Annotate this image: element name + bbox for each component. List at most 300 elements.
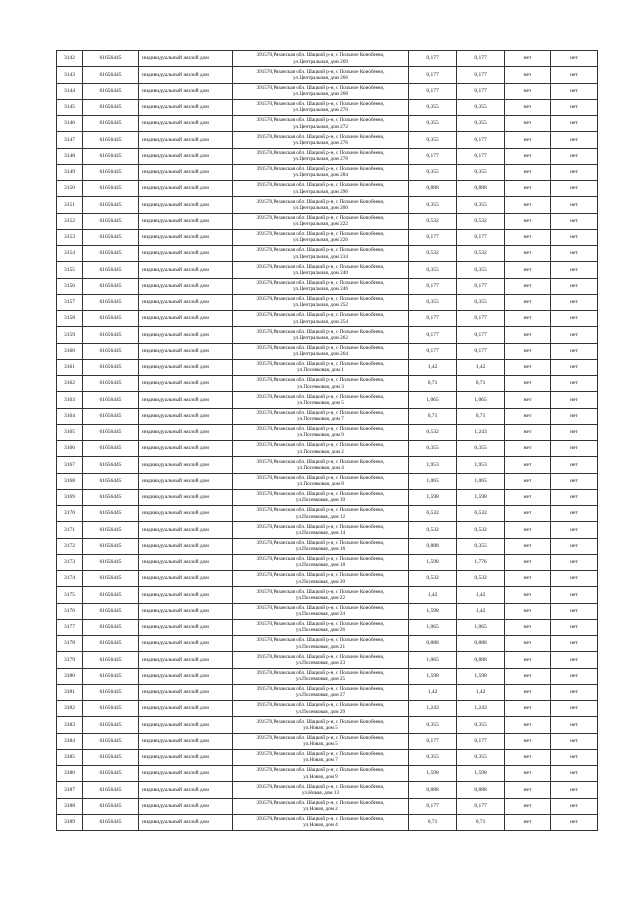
value-2-cell: 0,177 xyxy=(457,51,505,67)
object-type-cell: индивидуальный жилой дом xyxy=(139,148,233,164)
value-2-cell: 1,598 xyxy=(457,489,505,505)
value-1-cell: 0,888 xyxy=(409,181,457,197)
object-type-cell: индивидуальный жилой дом xyxy=(139,181,233,197)
value-1-cell: 0,355 xyxy=(409,262,457,278)
row-number-cell: 3142 xyxy=(57,51,83,67)
value-1-cell: 0,177 xyxy=(409,51,457,67)
address-line-2: ул.Посевковая, дом 4 xyxy=(297,464,344,471)
oktmo-code-cell: 61656445 xyxy=(83,538,139,554)
row-number-cell: 3146 xyxy=(57,116,83,132)
address-cell xyxy=(233,489,409,505)
value-2-cell: 0,177 xyxy=(457,132,505,148)
object-type-cell: индивидуальный жилой дом xyxy=(139,99,233,115)
object-type-cell: индивидуальный жилой дом xyxy=(139,701,233,717)
flag-b-cell: нет xyxy=(551,278,598,294)
value-1-cell: 1,065 xyxy=(409,392,457,408)
table-row xyxy=(57,197,598,213)
value-1-cell: 1,065 xyxy=(409,619,457,635)
address-cell xyxy=(233,132,409,148)
flag-b-cell: нет xyxy=(551,116,598,132)
address-cell xyxy=(233,278,409,294)
value-2-cell: 0,532 xyxy=(457,213,505,229)
table-row xyxy=(57,424,598,440)
flag-a-cell: нет xyxy=(505,619,551,635)
flag-b-cell: нет xyxy=(551,441,598,457)
oktmo-code-cell: 61656445 xyxy=(83,424,139,440)
object-type-cell: индивидуальный жилой дом xyxy=(139,441,233,457)
value-1-cell: 0,888 xyxy=(409,782,457,798)
flag-a-cell: нет xyxy=(505,441,551,457)
oktmo-code-cell: 61656445 xyxy=(83,603,139,619)
value-2-cell: 0,355 xyxy=(457,262,505,278)
address-line-2: ул.Центральная, дом 270 xyxy=(293,107,348,114)
flag-a-cell: нет xyxy=(505,489,551,505)
address-line-1: 391570,Рязанская обл. Шацкий р-н, с Польное Конобеево, xyxy=(256,539,385,546)
address-line-2: ул.Центральная, дом 278 xyxy=(293,156,348,163)
address-cell xyxy=(233,327,409,343)
row-number-cell: 3166 xyxy=(57,441,83,457)
object-type-cell: индивидуальный жилой дом xyxy=(139,164,233,180)
object-type-cell: индивидуальный жилой дом xyxy=(139,733,233,749)
table-row xyxy=(57,51,598,67)
address-cell xyxy=(233,229,409,245)
value-2-cell: 0,355 xyxy=(457,538,505,554)
value-2-cell: 0,177 xyxy=(457,343,505,359)
value-2-cell: 0,355 xyxy=(457,441,505,457)
address-line-2: ул.Посевковая, дом 12 xyxy=(295,513,346,520)
table-row xyxy=(57,668,598,684)
value-1-cell: 0,177 xyxy=(409,67,457,83)
address-line-1: 391570,Рязанская обл. Шацкий р-н, с Польное Конобеево, xyxy=(256,604,385,611)
address-line-2: ул.Посевковая, дом 26 xyxy=(295,627,346,634)
address-line-1: 391570,Рязанская обл. Шацкий р-н, с Польное Конобеево, xyxy=(256,783,385,790)
value-1-cell: 0,532 xyxy=(409,506,457,522)
flag-b-cell: нет xyxy=(551,132,598,148)
address-cell xyxy=(233,522,409,538)
value-2-cell: 1,065 xyxy=(457,473,505,489)
row-number-cell: 3180 xyxy=(57,668,83,684)
value-1-cell: 0,177 xyxy=(409,278,457,294)
value-1-cell: 0,177 xyxy=(409,343,457,359)
table-row xyxy=(57,814,598,830)
row-number-cell: 3188 xyxy=(57,798,83,814)
flag-b-cell: нет xyxy=(551,311,598,327)
oktmo-code-cell: 61656445 xyxy=(83,164,139,180)
value-1-cell: 1,065 xyxy=(409,652,457,668)
address-line-1: 391570,Рязанская обл. Шацкий р-н, с Польное Конобеево, xyxy=(256,556,385,563)
address-cell xyxy=(233,343,409,359)
address-line-1: 391570,Рязанская обл. Шацкий р-н, с Польное Конобеево, xyxy=(256,816,385,823)
object-type-cell: индивидуальный жилой дом xyxy=(139,278,233,294)
address-line-1: 391570,Рязанская обл. Шацкий р-н, с Польное Конобеево, xyxy=(256,507,385,514)
oktmo-code-cell: 61656445 xyxy=(83,814,139,830)
value-1-cell: 1,953 xyxy=(409,457,457,473)
flag-b-cell: нет xyxy=(551,424,598,440)
flag-b-cell: нет xyxy=(551,164,598,180)
address-line-1: 391570,Рязанская обл. Шацкий р-н, с Польное Конобеево, xyxy=(256,637,385,644)
value-1-cell: 0,177 xyxy=(409,311,457,327)
oktmo-code-cell: 61656445 xyxy=(83,181,139,197)
address-line-2: ул.Посевковая, дом 3 xyxy=(297,383,344,390)
flag-a-cell: нет xyxy=(505,392,551,408)
address-line-2: ул.Посевковая, дом 7 xyxy=(297,416,344,423)
flag-b-cell: нет xyxy=(551,506,598,522)
row-number-cell: 3163 xyxy=(57,392,83,408)
address-line-2: ул.Посевковая, дом 27 xyxy=(295,692,346,699)
flag-a-cell: нет xyxy=(505,798,551,814)
object-type-cell: индивидуальный жилой дом xyxy=(139,246,233,262)
oktmo-code-cell: 61656445 xyxy=(83,587,139,603)
table-row xyxy=(57,83,598,99)
flag-b-cell: нет xyxy=(551,766,598,782)
object-type-cell: индивидуальный жилой дом xyxy=(139,571,233,587)
address-line-2: ул.Центральная, дом 262 xyxy=(293,334,348,341)
oktmo-code-cell: 61656445 xyxy=(83,473,139,489)
object-type-cell: индивидуальный жилой дом xyxy=(139,489,233,505)
flag-b-cell: нет xyxy=(551,749,598,765)
value-2-cell: 0,355 xyxy=(457,116,505,132)
value-1-cell: 0,177 xyxy=(409,229,457,245)
table-row xyxy=(57,376,598,392)
address-line-1: 391570,Рязанская обл. Шацкий р-н, с Польное Конобеево, xyxy=(256,198,385,205)
flag-a-cell: нет xyxy=(505,83,551,99)
address-line-1: 391570,Рязанская обл. Шацкий р-н, с Польное Конобеево, xyxy=(256,442,385,449)
value-2-cell: 1,42 xyxy=(457,359,505,375)
table-row xyxy=(57,554,598,570)
row-number-cell: 3159 xyxy=(57,327,83,343)
object-type-cell: индивидуальный жилой дом xyxy=(139,376,233,392)
object-type-cell: индивидуальный жилой дом xyxy=(139,359,233,375)
address-line-1: 391570,Рязанская обл. Шацкий р-н, с Польное Конобеево, xyxy=(256,491,385,498)
table-row xyxy=(57,603,598,619)
table-row xyxy=(57,489,598,505)
object-type-cell: индивидуальный жилой дом xyxy=(139,197,233,213)
oktmo-code-cell: 61656445 xyxy=(83,782,139,798)
flag-a-cell: нет xyxy=(505,424,551,440)
value-2-cell: 0,888 xyxy=(457,181,505,197)
address-line-2: ул.Посевковая, дом 8 xyxy=(297,481,344,488)
oktmo-code-cell: 61656445 xyxy=(83,213,139,229)
address-cell xyxy=(233,67,409,83)
flag-a-cell: нет xyxy=(505,668,551,684)
flag-a-cell: нет xyxy=(505,262,551,278)
object-type-cell: индивидуальный жилой дом xyxy=(139,229,233,245)
table-row xyxy=(57,717,598,733)
address-cell xyxy=(233,197,409,213)
address-line-1: 391570,Рязанская обл. Шацкий р-н, с Польное Конобеево, xyxy=(256,133,385,140)
object-type-cell: индивидуальный жилой дом xyxy=(139,51,233,67)
value-1-cell: 0,355 xyxy=(409,749,457,765)
row-number-cell: 3182 xyxy=(57,701,83,717)
address-line-2: ул.Посевковая, дом 29 xyxy=(295,708,346,715)
address-line-2: ул.Новая, дом 5 xyxy=(303,741,338,748)
object-type-cell: индивидуальный жилой дом xyxy=(139,408,233,424)
flag-b-cell: нет xyxy=(551,408,598,424)
value-1-cell: 1,42 xyxy=(409,587,457,603)
object-type-cell: индивидуальный жилой дом xyxy=(139,116,233,132)
address-cell xyxy=(233,473,409,489)
row-number-cell: 3173 xyxy=(57,554,83,570)
value-2-cell: 0,355 xyxy=(457,99,505,115)
value-1-cell: 1,598 xyxy=(409,554,457,570)
address-line-1: 391570,Рязанская обл. Шацкий р-н, с Польное Конобеево, xyxy=(256,426,385,433)
table-row xyxy=(57,164,598,180)
row-number-cell: 3148 xyxy=(57,148,83,164)
oktmo-code-cell: 61656445 xyxy=(83,668,139,684)
flag-a-cell: нет xyxy=(505,67,551,83)
table-row xyxy=(57,262,598,278)
row-number-cell: 3157 xyxy=(57,294,83,310)
object-type-cell: индивидуальный жилой дом xyxy=(139,67,233,83)
address-line-2: ул.Центральная, дом 222 xyxy=(293,221,348,228)
value-1-cell: 1,243 xyxy=(409,701,457,717)
table-row xyxy=(57,311,598,327)
flag-a-cell: нет xyxy=(505,311,551,327)
oktmo-code-cell: 61656445 xyxy=(83,67,139,83)
value-1-cell: 0,355 xyxy=(409,99,457,115)
value-2-cell: 1,598 xyxy=(457,766,505,782)
table-row xyxy=(57,327,598,343)
flag-a-cell: нет xyxy=(505,554,551,570)
address-line-1: 391570,Рязанская обл. Шацкий р-н, с Польное Конобеево, xyxy=(256,231,385,238)
value-2-cell: 0,888 xyxy=(457,782,505,798)
address-line-1: 391570,Рязанская обл. Шацкий р-н, с Польное Конобеево, xyxy=(256,279,385,286)
row-number-cell: 3147 xyxy=(57,132,83,148)
flag-a-cell: нет xyxy=(505,701,551,717)
value-2-cell: 0,888 xyxy=(457,652,505,668)
address-line-2: ул.Посевковая, дом 21 xyxy=(295,643,346,650)
table-row xyxy=(57,343,598,359)
address-line-2: ул.Новая, дом 9 xyxy=(303,773,338,780)
value-2-cell: 1,065 xyxy=(457,392,505,408)
table-row xyxy=(57,181,598,197)
flag-a-cell: нет xyxy=(505,181,551,197)
address-cell xyxy=(233,668,409,684)
address-line-1: 391570,Рязанская обл. Шацкий р-н, с Польное Конобеево, xyxy=(256,68,385,75)
address-cell xyxy=(233,99,409,115)
flag-a-cell: нет xyxy=(505,246,551,262)
oktmo-code-cell: 61656445 xyxy=(83,701,139,717)
flag-b-cell: нет xyxy=(551,554,598,570)
oktmo-code-cell: 61656445 xyxy=(83,132,139,148)
object-type-cell: индивидуальный жилой дом xyxy=(139,603,233,619)
flag-b-cell: нет xyxy=(551,782,598,798)
value-1-cell: 0,71 xyxy=(409,408,457,424)
table-row xyxy=(57,441,598,457)
row-number-cell: 3187 xyxy=(57,782,83,798)
flag-a-cell: нет xyxy=(505,571,551,587)
table-row xyxy=(57,506,598,522)
address-line-1: 391570,Рязанская обл. Шацкий р-н, с Польное Конобеево, xyxy=(256,296,385,303)
address-line-2: ул.Центральная, дом 264 xyxy=(293,351,348,358)
row-number-cell: 3189 xyxy=(57,814,83,830)
oktmo-code-cell: 61656445 xyxy=(83,652,139,668)
address-line-1: 391570,Рязанская обл. Шацкий р-н, с Польное Конобеево, xyxy=(256,621,385,628)
object-type-cell: индивидуальный жилой дом xyxy=(139,522,233,538)
oktmo-code-cell: 61656445 xyxy=(83,83,139,99)
oktmo-code-cell: 61656445 xyxy=(83,197,139,213)
flag-b-cell: нет xyxy=(551,587,598,603)
value-1-cell: 0,355 xyxy=(409,116,457,132)
row-number-cell: 3150 xyxy=(57,181,83,197)
flag-a-cell: нет xyxy=(505,538,551,554)
address-line-2: ул.Новая, дом 13 xyxy=(301,789,340,796)
flag-a-cell: нет xyxy=(505,327,551,343)
flag-a-cell: нет xyxy=(505,359,551,375)
object-type-cell: индивидуальный жилой дом xyxy=(139,294,233,310)
address-line-2: ул.Центральная, дом 200 xyxy=(293,204,348,211)
value-2-cell: 0,532 xyxy=(457,246,505,262)
flag-b-cell: нет xyxy=(551,246,598,262)
value-1-cell: 0,888 xyxy=(409,538,457,554)
oktmo-code-cell: 61656445 xyxy=(83,278,139,294)
value-2-cell: 0,177 xyxy=(457,327,505,343)
row-number-cell: 3186 xyxy=(57,766,83,782)
value-1-cell: 0,355 xyxy=(409,132,457,148)
address-cell xyxy=(233,392,409,408)
value-2-cell: 0,355 xyxy=(457,749,505,765)
address-line-2: ул.Центральная, дом 268 xyxy=(293,91,348,98)
flag-b-cell: нет xyxy=(551,603,598,619)
table-row xyxy=(57,701,598,717)
address-line-2: ул.Центральная, дом 240 xyxy=(293,269,348,276)
flag-b-cell: нет xyxy=(551,148,598,164)
registry-table xyxy=(56,50,598,831)
flag-b-cell: нет xyxy=(551,262,598,278)
oktmo-code-cell: 61656445 xyxy=(83,343,139,359)
address-line-1: 391570,Рязанская обл. Шацкий р-н, с Польное Конобеево, xyxy=(256,523,385,530)
table-row xyxy=(57,408,598,424)
address-line-1: 391570,Рязанская обл. Шацкий р-н, с Польное Конобеево, xyxy=(256,669,385,676)
object-type-cell: индивидуальный жилой дом xyxy=(139,311,233,327)
address-cell xyxy=(233,636,409,652)
table-row xyxy=(57,749,598,765)
address-cell xyxy=(233,164,409,180)
table-row xyxy=(57,148,598,164)
table-row xyxy=(57,278,598,294)
flag-b-cell: нет xyxy=(551,733,598,749)
address-line-2: ул.Центральная, дом 272 xyxy=(293,123,348,130)
value-1-cell: 0,177 xyxy=(409,148,457,164)
oktmo-code-cell: 61656445 xyxy=(83,359,139,375)
address-line-2: ул.Центральная, дом 246 xyxy=(293,286,348,293)
oktmo-code-cell: 61656445 xyxy=(83,392,139,408)
object-type-cell: индивидуальный жилой дом xyxy=(139,473,233,489)
address-line-2: ул.Центральная, дом 254 xyxy=(293,318,348,325)
value-2-cell: 0,177 xyxy=(457,83,505,99)
row-number-cell: 3152 xyxy=(57,213,83,229)
value-2-cell: 0,177 xyxy=(457,798,505,814)
value-2-cell: 0,177 xyxy=(457,67,505,83)
oktmo-code-cell: 61656445 xyxy=(83,148,139,164)
table-row xyxy=(57,473,598,489)
oktmo-code-cell: 61656445 xyxy=(83,684,139,700)
value-1-cell: 0,177 xyxy=(409,733,457,749)
flag-b-cell: нет xyxy=(551,392,598,408)
address-cell xyxy=(233,83,409,99)
row-number-cell: 3170 xyxy=(57,506,83,522)
address-line-2: ул.Центральная, дом 269 xyxy=(293,58,348,65)
object-type-cell: индивидуальный жилой дом xyxy=(139,717,233,733)
row-number-cell: 3162 xyxy=(57,376,83,392)
flag-b-cell: нет xyxy=(551,83,598,99)
table-row xyxy=(57,571,598,587)
address-cell xyxy=(233,457,409,473)
oktmo-code-cell: 61656445 xyxy=(83,294,139,310)
address-line-2: ул.Новая, дом 5 xyxy=(303,724,338,731)
address-cell xyxy=(233,376,409,392)
address-cell xyxy=(233,311,409,327)
address-line-2: ул.Центральная, дом 266 xyxy=(293,74,348,81)
value-1-cell: 0,355 xyxy=(409,164,457,180)
flag-b-cell: нет xyxy=(551,522,598,538)
address-line-1: 391570,Рязанская обл. Шацкий р-н, с Польное Конобеево, xyxy=(256,653,385,660)
oktmo-code-cell: 61656445 xyxy=(83,327,139,343)
value-1-cell: 1,065 xyxy=(409,473,457,489)
flag-a-cell: нет xyxy=(505,749,551,765)
value-2-cell: 0,532 xyxy=(457,571,505,587)
table-row xyxy=(57,392,598,408)
table-row xyxy=(57,733,598,749)
flag-a-cell: нет xyxy=(505,814,551,830)
oktmo-code-cell: 61656445 xyxy=(83,522,139,538)
flag-b-cell: нет xyxy=(551,343,598,359)
flag-b-cell: нет xyxy=(551,99,598,115)
address-line-2: ул.Новая, дом 7 xyxy=(303,757,338,764)
address-line-1: 391570,Рязанская обл. Шацкий р-н, с Польное Конобеево, xyxy=(256,751,385,758)
row-number-cell: 3155 xyxy=(57,262,83,278)
row-number-cell: 3149 xyxy=(57,164,83,180)
oktmo-code-cell: 61656445 xyxy=(83,619,139,635)
address-line-1: 391570,Рязанская обл. Шацкий р-н, с Польное Конобеево, xyxy=(256,458,385,465)
address-cell xyxy=(233,506,409,522)
address-line-1: 391570,Рязанская обл. Шацкий р-н, с Польное Конобеево, xyxy=(256,247,385,254)
address-line-2: ул.Центральная, дом 252 xyxy=(293,302,348,309)
oktmo-code-cell: 61656445 xyxy=(83,262,139,278)
flag-a-cell: нет xyxy=(505,766,551,782)
address-line-1: 391570,Рязанская обл. Шацкий р-н, с Польное Конобеево, xyxy=(256,101,385,108)
oktmo-code-cell: 61656445 xyxy=(83,246,139,262)
oktmo-code-cell: 61656445 xyxy=(83,636,139,652)
address-line-1: 391570,Рязанская обл. Шацкий р-н, с Польное Конобеево, xyxy=(256,767,385,774)
address-cell xyxy=(233,701,409,717)
value-1-cell: 1,598 xyxy=(409,668,457,684)
address-line-2: ул.Посевковая, дом 18 xyxy=(295,562,346,569)
value-1-cell: 0,532 xyxy=(409,246,457,262)
object-type-cell: индивидуальный жилой дом xyxy=(139,587,233,603)
flag-a-cell: нет xyxy=(505,51,551,67)
table-row xyxy=(57,587,598,603)
flag-b-cell: нет xyxy=(551,538,598,554)
address-line-1: 391570,Рязанская обл. Шацкий р-н, с Польное Конобеево, xyxy=(256,84,385,91)
address-cell xyxy=(233,262,409,278)
address-cell xyxy=(233,603,409,619)
address-line-1: 391570,Рязанская обл. Шацкий р-н, с Польное Конобеево, xyxy=(256,572,385,579)
value-2-cell: 1,42 xyxy=(457,603,505,619)
flag-b-cell: нет xyxy=(551,489,598,505)
flag-b-cell: нет xyxy=(551,571,598,587)
flag-a-cell: нет xyxy=(505,457,551,473)
value-1-cell: 0,532 xyxy=(409,213,457,229)
address-line-2: ул.Посевковая, дом 25 xyxy=(295,676,346,683)
address-cell xyxy=(233,538,409,554)
value-2-cell: 1,776 xyxy=(457,554,505,570)
address-line-2: ул.Посевковая, дом 1 xyxy=(297,367,344,374)
address-cell xyxy=(233,652,409,668)
flag-a-cell: нет xyxy=(505,408,551,424)
table-row xyxy=(57,99,598,115)
address-line-1: 391570,Рязанская обл. Шацкий р-н, с Польное Конобеево, xyxy=(256,312,385,319)
